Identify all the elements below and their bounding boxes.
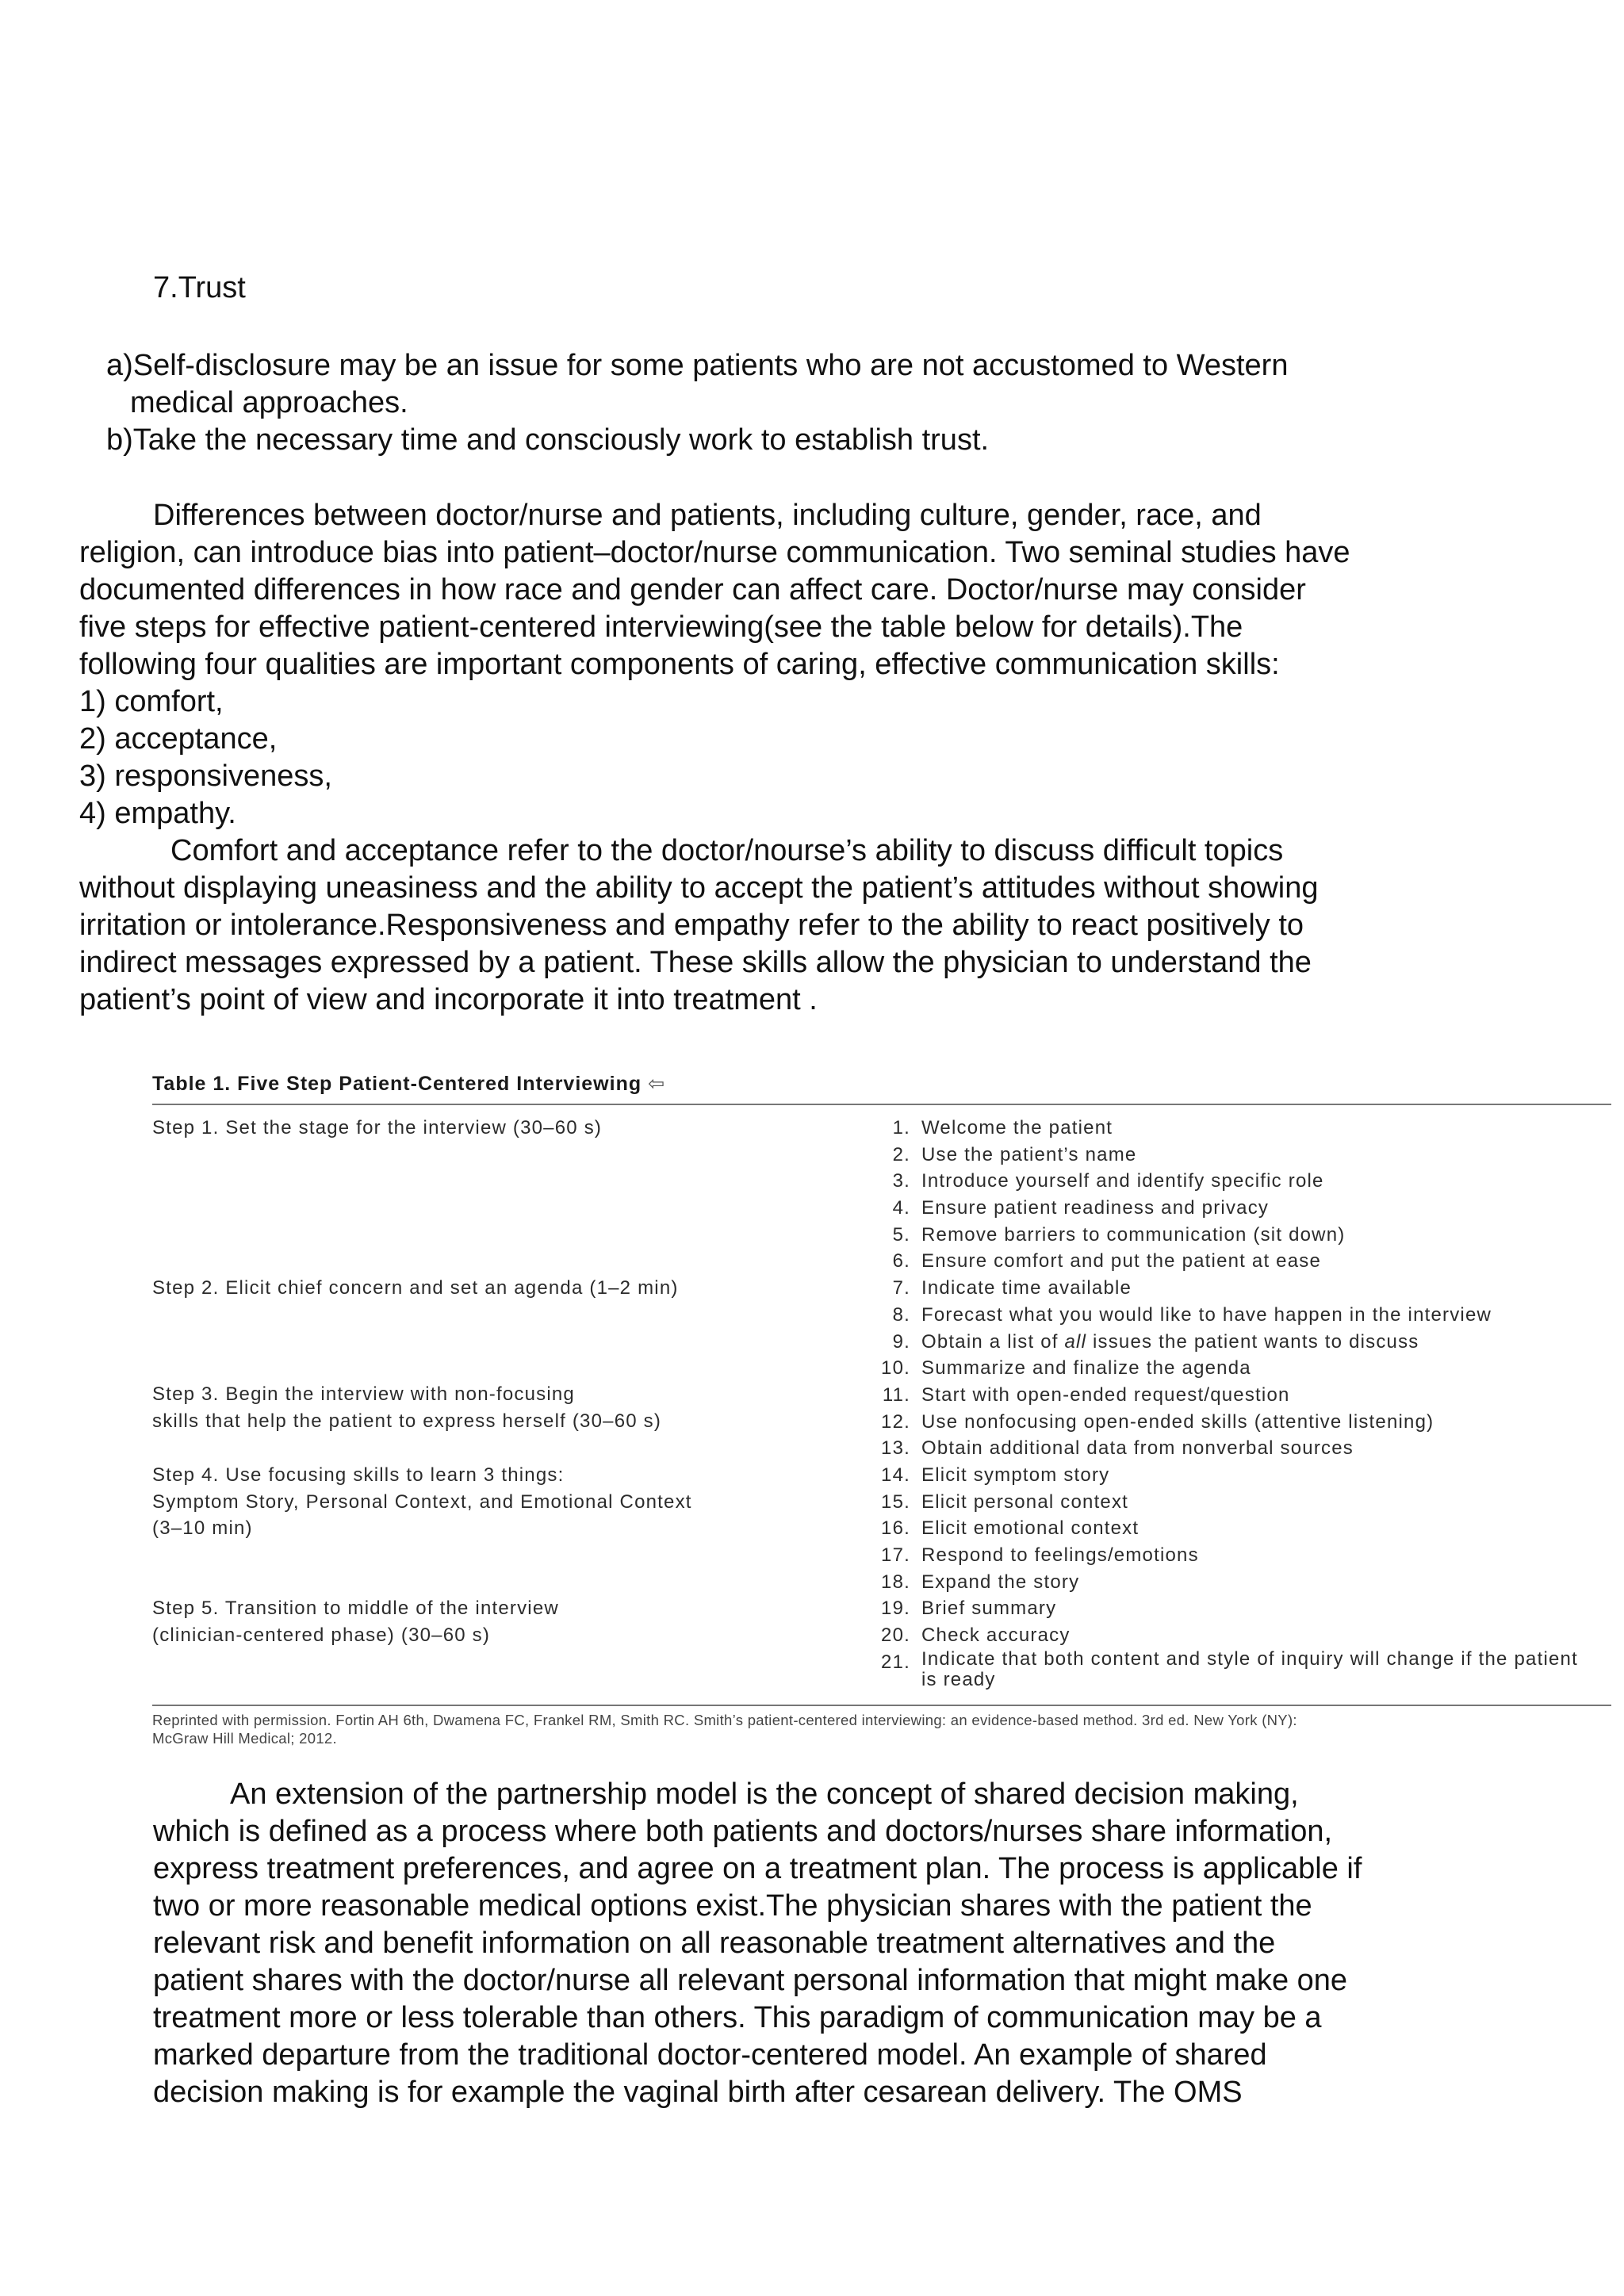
table-credit-line-1: Reprinted with permission. Fortin AH 6th, Dwamena FC, Frankel RM, Smith RC. Smith’s patient-centered interviewing: an evidence-based method. 3rd ed. New York (NY): [152, 1712, 1297, 1728]
table-item: 16. Elicit emotional context [881, 1517, 1139, 1540]
table-credit-line-2: McGraw Hill Medical; 2012. [152, 1730, 337, 1747]
table-item: 4. Ensure patient readiness and privacy [892, 1197, 1270, 1219]
table-item: 8. Forecast what you would like to have happen in the interview [892, 1303, 1492, 1326]
step-4-line: Step 4. Use focusing skills to learn 3 things: [152, 1464, 565, 1486]
table-top-rule [152, 1104, 1611, 1105]
paragraph-3-line-7: treatment more or less tolerable than others. This paradigm of communication may be a [153, 2001, 1322, 2034]
table-item: 15. Elicit personal context [881, 1490, 1129, 1513]
paragraph-3-line-9: decision making is for example the vaginal birth after cesarean delivery. The OMS [153, 2076, 1243, 2109]
paragraph-3-line-6: patient shares with the doctor/nurse all relevant personal information that might make one [153, 1964, 1348, 1997]
paragraph-1-line-4: five steps for effective patient-centered interviewing(see the table below for details).The [79, 610, 1243, 644]
step-3-line: skills that help the patient to express herself (30–60 s) [152, 1410, 662, 1432]
step-3-line: Step 3. Begin the interview with non-focusing [152, 1383, 575, 1405]
paragraph-2-line-5: patient’s point of view and incorporate it into treatment . [79, 983, 818, 1016]
table-item: 2. Use the patient’s name [892, 1143, 1137, 1165]
table-step-4 [152, 1462, 692, 1542]
paragraph-1-line-1: Differences between doctor/nurse and patients, including culture, gender, race, and [153, 499, 1262, 532]
trust-point-a-continued: medical approaches. [130, 386, 408, 419]
paragraph-3-line-2: which is defined as a process where both patients and doctors/nurses share information, [153, 1815, 1333, 1848]
table-item: 7. Indicate time available [892, 1277, 1132, 1299]
quality-list-item: 4) empathy. [79, 797, 236, 830]
step-5-line: (clinician-centered phase) (30–60 s) [152, 1624, 491, 1646]
table-item: 12. Use nonfocusing open-ended skills (attentive listening) [881, 1410, 1434, 1433]
paragraph-2-line-2: without displaying uneasiness and the ability to accept the patient’s attitudes without showing [79, 871, 1319, 905]
table-item: 19. Brief summary [881, 1598, 1057, 1620]
table-bottom-rule [152, 1705, 1611, 1706]
table-item: 6. Ensure comfort and put the patient at ease [892, 1250, 1322, 1272]
paragraph-3-line-4: two or more reasonable medical options exist.The physician shares with the patient the [153, 1889, 1312, 1923]
table-step-5 [152, 1595, 559, 1648]
paragraph-2-line-4: indirect messages expressed by a patient. These skills allow the physician to understand the [79, 946, 1312, 979]
table-title [152, 1072, 665, 1096]
table-item: 21. Indicate that both content and style of inquiry will change if the patient is ready [881, 1647, 1578, 1690]
table-item: 1. Welcome the patient [892, 1117, 1113, 1138]
trust-point-b: b)Take the necessary time and consciously work to establish trust. [106, 423, 990, 457]
table-item: 14. Elicit symptom story [881, 1464, 1110, 1486]
paragraph-2-line-3: irritation or intolerance.Responsiveness and empathy refer to the ability to react positively to [79, 909, 1304, 942]
table-item: 13. Obtain additional data from nonverbal sources [881, 1437, 1354, 1460]
paragraph-1-line-2: religion, can introduce bias into patient–doctor/nurse communication. Two seminal studies have [79, 536, 1350, 569]
table-item: 11. Start with open-ended request/question [882, 1383, 1290, 1406]
table-item: 10. Summarize and finalize the agenda [881, 1357, 1251, 1380]
table-item: 9. Obtain a list of all issues the patient wants to discuss [892, 1330, 1419, 1353]
table-item: 17. Respond to feelings/emotions [881, 1544, 1199, 1566]
table-item: 3. Introduce yourself and identify specific role [892, 1170, 1324, 1192]
table-item: 18. Expand the story [881, 1571, 1080, 1593]
table-title-text: Table 1. Five Step Patient-Centered Interviewing [152, 1073, 642, 1095]
quality-list-item: 1) comfort, [79, 685, 224, 718]
step-1-line: Step 1. Set the stage for the interview (30–60 s) [152, 1117, 603, 1138]
paragraph-3-line-1: An extension of the partnership model is the concept of shared decision making, [230, 1777, 1299, 1811]
quality-list-item: 3) responsiveness, [79, 760, 332, 793]
back-arrow-icon: ⇦ [648, 1073, 666, 1095]
paragraph-1-line-5: following four qualities are important components of caring, effective communication skills: [79, 648, 1280, 681]
table-item: 20. Check accuracy [881, 1624, 1071, 1647]
paragraph-2-line-1: Comfort and acceptance refer to the doctor/nourse’s ability to discuss difficult topics [170, 834, 1284, 867]
trust-point-a: a)Self-disclosure may be an issue for some patients who are not accustomed to Western [106, 349, 1289, 382]
table-step-1 [152, 1115, 602, 1142]
step-4-line: (3–10 min) [152, 1517, 253, 1539]
table-step-2 [152, 1275, 679, 1302]
section-heading: 7.Trust [153, 271, 246, 304]
paragraph-1-line-3: documented differences in how race and gender can affect care. Doctor/nurse may consider [79, 573, 1306, 607]
paragraph-3-line-5: relevant risk and benefit information on all reasonable treatment alternatives and the [153, 1927, 1276, 1960]
table-item: 5. Remove barriers to communication (sit down) [892, 1223, 1346, 1246]
paragraph-3-line-8: marked departure from the traditional doctor-centered model. An example of shared [153, 2038, 1267, 2072]
step-5-line: Step 5. Transition to middle of the interview [152, 1598, 559, 1619]
table-item-column [866, 1115, 1580, 1690]
table-step-3 [152, 1381, 661, 1434]
step-4-line: Symptom Story, Personal Context, and Emotional Context [152, 1490, 692, 1513]
paragraph-3-line-3: express treatment preferences, and agree on a treatment plan. The process is applicable if [153, 1852, 1362, 1885]
step-2-line: Step 2. Elicit chief concern and set an agenda (1–2 min) [152, 1277, 679, 1299]
quality-list-item: 2) acceptance, [79, 722, 278, 756]
